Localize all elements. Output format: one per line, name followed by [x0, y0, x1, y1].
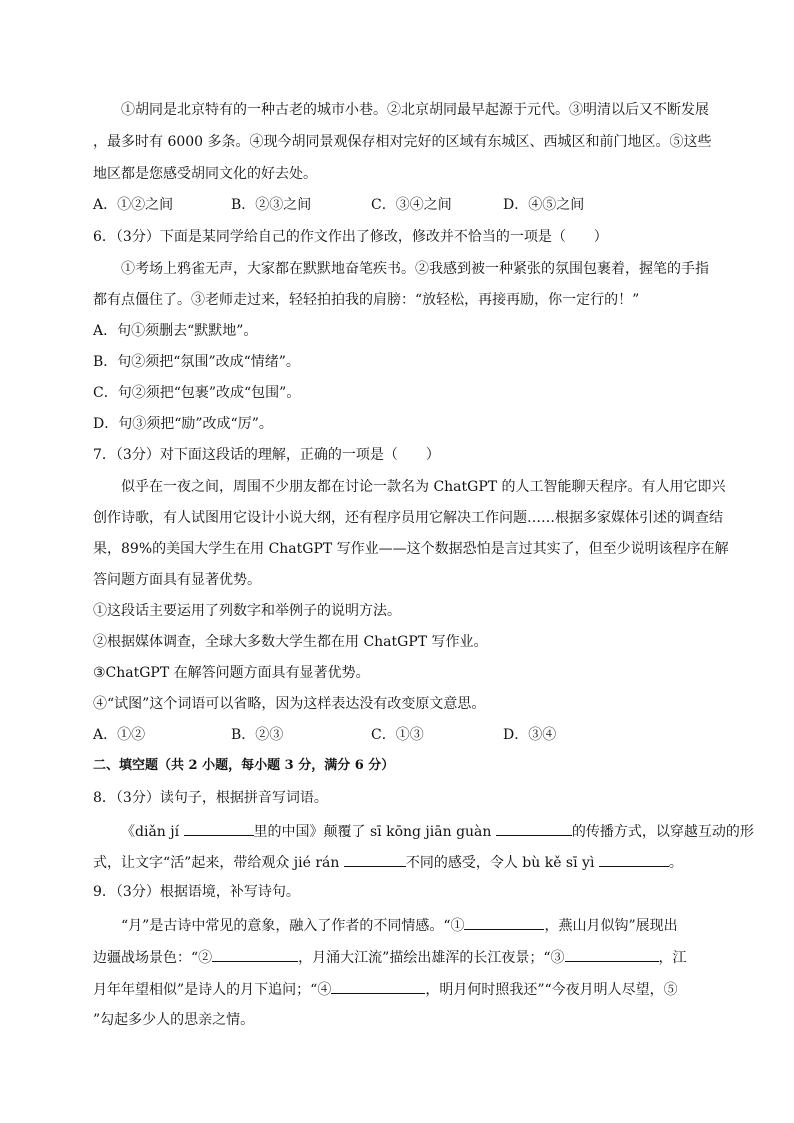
q8-sentence-line-2 — [93, 851, 683, 873]
q5-option-b[interactable]: B．②③之间 — [231, 197, 312, 213]
q9-stem: 9．（3分）根据语境，补写诗句。 — [93, 884, 300, 900]
q5-passage-line-3: 地区都是您感受胡同文化的好去处。 — [93, 166, 317, 182]
q9-text-1b: ，燕山月似钩”展现出 — [544, 918, 678, 934]
q9-text-2c: ，江 — [658, 950, 687, 966]
q7-option-d[interactable]: D．③④ — [503, 727, 557, 743]
q9-line-2 — [93, 946, 687, 968]
q7-statement-3: ③ChatGPT 在解答问题方面具有显著优势。 — [93, 665, 370, 681]
q5-options — [93, 195, 713, 215]
q5-passage-line-2: ，最多时有 6000 多条。④现今胡同景观保存相对完好的区域有东城区、西城区和前门地区。⑤这些 — [93, 134, 712, 150]
q6-option-c[interactable]: C．句②须把“包裹”改成“包围”。 — [93, 385, 301, 401]
section-heading: 二、填空题（共 2 小题，每小题 3 分，满分 6 分） — [93, 758, 395, 773]
q6-option-a[interactable]: A．句①须删去“默默地”。 — [93, 323, 258, 339]
q6-stem: 6．（3分）下面是某同学给自己的作文作出了修改，修改并不恰当的一项是（ ） — [93, 229, 608, 245]
q7-passage-line-1: 似乎在一夜之间，周围不少朋友都在讨论一款名为 ChatGPT 的人工智能聊天程序。有人用它即兴 — [121, 479, 726, 495]
q7-option-c[interactable]: C．①③ — [371, 727, 424, 743]
q5-passage-line-1: ①胡同是北京特有的一种古老的城市小巷。②北京胡同最早起源于元代。③明清以后又不断发展 — [121, 102, 709, 118]
q9-text-3b: ，明月何时照我还”“今夜月明人尽望，⑤ — [425, 982, 678, 998]
q7-option-b[interactable]: B．②③ — [231, 727, 284, 743]
q7-passage-line-3: 果，89%的美国大学生在用 ChatGPT 写作业——这个数据恐怕是言过其实了，但至少说明该程序在解 — [93, 541, 729, 557]
q9-text-2b: ，月涌大江流”描绘出雄浑的长江夜景；“③ — [298, 950, 565, 966]
q8-text-2c: 。 — [668, 855, 683, 871]
q6-passage-line-2: 都有点僵住了。③老师走过来，轻轻拍拍我的肩膀：“放轻松，再接再励，你一定行的！” — [93, 292, 640, 308]
q9-text-2a: 边疆战场景色：“② — [93, 950, 213, 966]
q8-text-1c: 的传播方式，以穿越互动的形 — [571, 824, 754, 840]
q6-option-d[interactable]: D．句③须把“励”改成“厉”。 — [93, 416, 273, 432]
q9-line-1 — [121, 914, 678, 936]
q8-text-2b: 不同的感受，令人 bù kě sī yì — [405, 855, 599, 871]
q9-line-3 — [93, 978, 678, 1000]
q9-line-4 — [93, 1010, 254, 1030]
q9-blank-3[interactable] — [565, 946, 659, 962]
q7-passage-line-4: 答问题方面具有显著优势。 — [93, 572, 261, 588]
q9-blank-1[interactable] — [464, 914, 544, 930]
q8-text-2a: 式，让文字“活”起来，带给观众 jié rán — [93, 855, 344, 871]
q5-option-d[interactable]: D．④⑤之间 — [503, 197, 585, 213]
q9-text-4: ”勾起多少人的思亲之情。 — [93, 1012, 255, 1028]
q7-passage-line-2: 创作诗歌，有人试图用它设计小说大纲，还有程序员用它解决工作问题……根据多家媒体引述的调查结 — [93, 510, 723, 526]
q5-option-c[interactable]: C．③④之间 — [371, 197, 452, 213]
q6-passage-line-1: ①考场上鸦雀无声，大家都在默默地奋笔疾书。②我感到被一种紧张的氛围包裹着，握笔的手指 — [121, 261, 709, 277]
q7-statement-1: ①这段话主要运用了列数字和举例子的说明方法。 — [93, 603, 401, 619]
q8-blank-1[interactable] — [184, 820, 254, 836]
q7-statement-4: ④“试图”这个词语可以省略，因为这样表达没有改变原文意思。 — [93, 696, 486, 712]
q7-stem: 7．（3分）对下面这段话的理解，正确的一项是（ ） — [93, 447, 440, 463]
q8-text-1b: 里的中国》颠覆了 sī kōng jiān guàn — [253, 824, 496, 840]
q8-text-1a: 《diǎn jí — [121, 824, 184, 840]
q9-text-3a: 月年年望相似”是诗人的月下追问；“④ — [93, 982, 332, 998]
q7-options — [93, 725, 713, 745]
q8-sentence-line-1 — [121, 820, 754, 842]
q7-option-a[interactable]: A．①② — [93, 727, 146, 743]
q5-option-a[interactable]: A．①②之间 — [93, 197, 174, 213]
q8-blank-2[interactable] — [496, 820, 572, 836]
q9-blank-4[interactable] — [331, 978, 425, 994]
q8-stem: 8．（3分）读句子，根据拼音写词语。 — [93, 790, 328, 806]
q6-option-b[interactable]: B．句②须把“氛围”改成“情绪”。 — [93, 354, 300, 370]
q9-blank-2[interactable] — [212, 946, 298, 962]
q8-blank-3[interactable] — [344, 851, 406, 867]
q9-text-1a: “月”是古诗中常见的意象，融入了作者的不同情感。“① — [121, 918, 465, 934]
q7-statement-2: ②根据媒体调查，全球大多数大学生都在用 ChatGPT 写作业。 — [93, 634, 488, 650]
q8-blank-4[interactable] — [599, 851, 669, 867]
